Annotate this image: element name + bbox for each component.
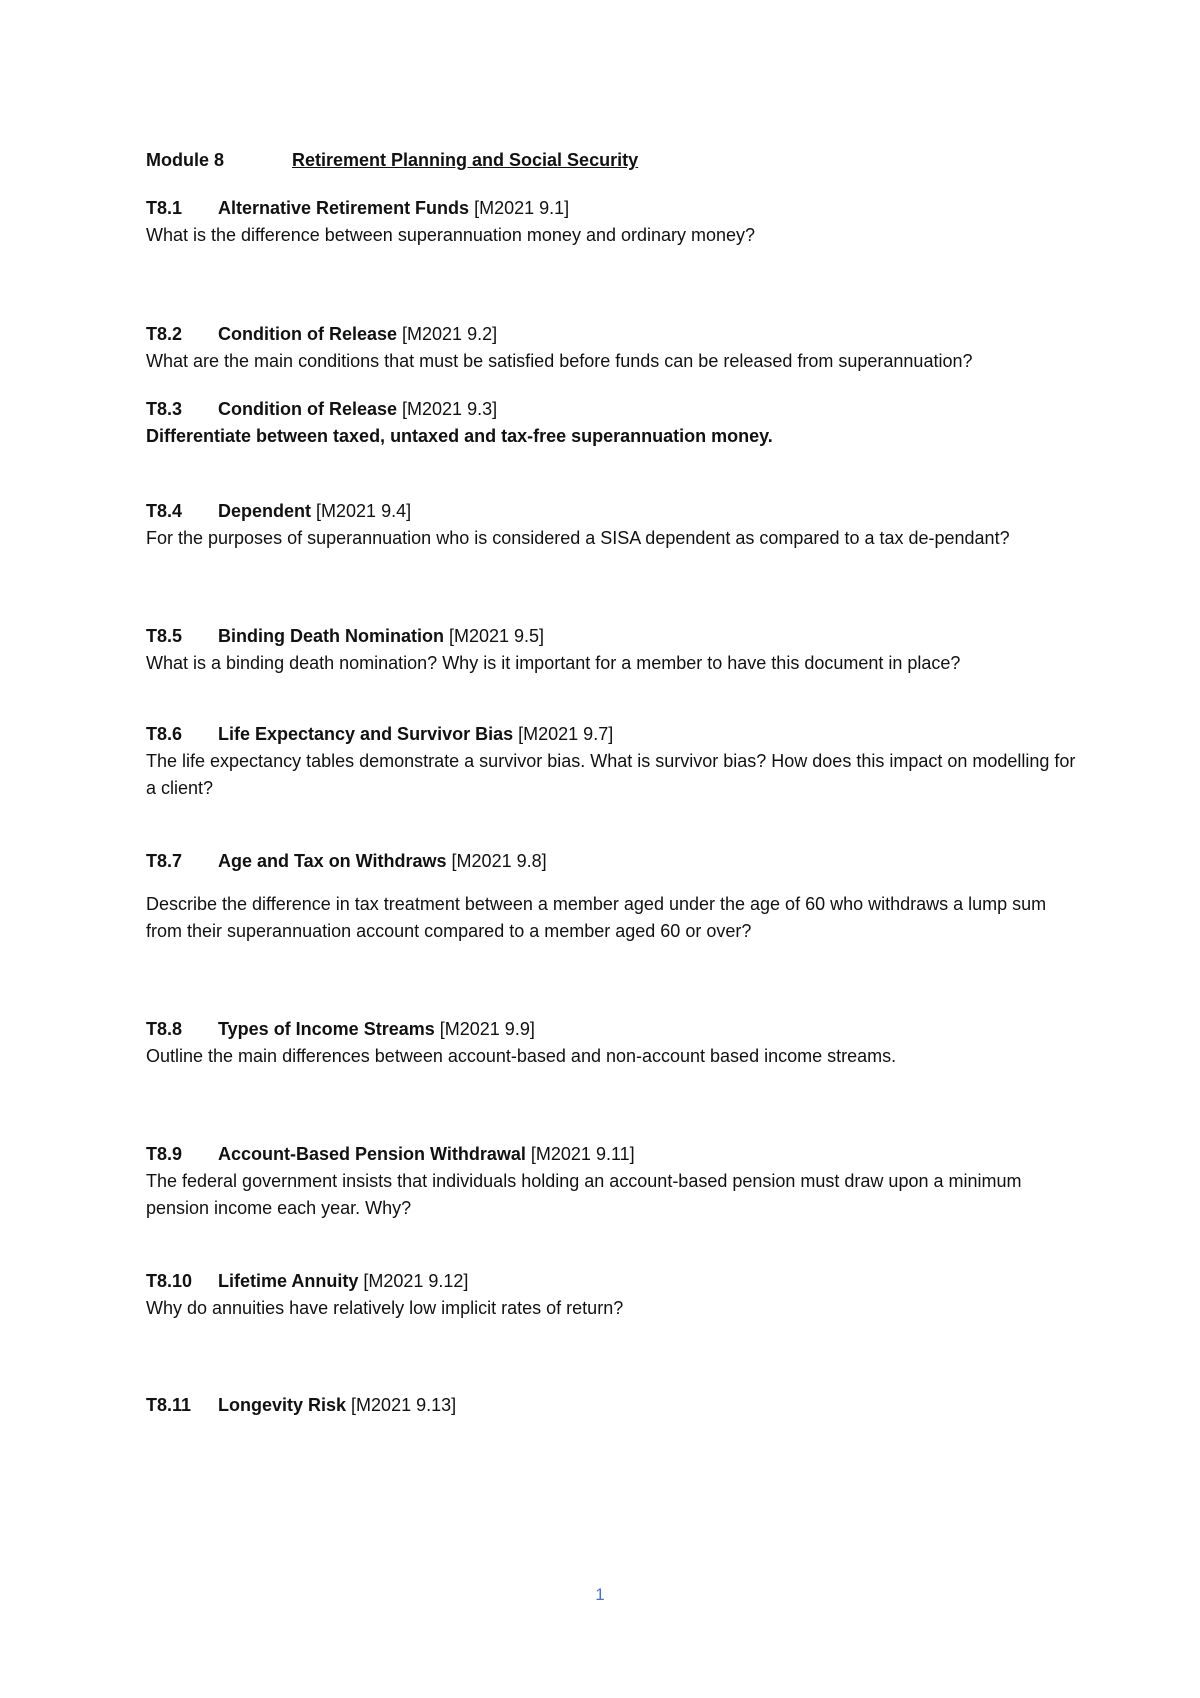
section-question: What is a binding death nomination? Why is it important for a member to have this document in place? [146, 653, 961, 673]
section-question: Differentiate between taxed, untaxed and tax-free superannuation money. [146, 426, 773, 446]
section-code: T8.10 [146, 1271, 193, 1291]
section-code: T8.6 [146, 724, 183, 744]
section-question: Why do annuities have relatively low implicit rates of return? [146, 1298, 624, 1318]
section-t8-1 [146, 194, 1076, 249]
section-reference: [M2021 9.12] [363, 1271, 469, 1291]
section-reference: [M2021 9.5] [449, 626, 545, 646]
section-code: T8.1 [146, 198, 183, 218]
section-code: T8.3 [146, 399, 183, 419]
document-content [146, 146, 1076, 1419]
section-title: Age and Tax on Withdraws [218, 851, 447, 871]
section-reference: [M2021 9.7] [518, 724, 614, 744]
section-t8-6 [146, 720, 1076, 802]
section-code: T8.7 [146, 851, 183, 871]
section-heading [146, 194, 1076, 222]
section-t8-9 [146, 1140, 1076, 1222]
section-reference: [M2021 9.8] [451, 851, 547, 871]
section-question: For the purposes of superannuation who is considered a SISA dependent as compared to a tax de-pendant? [146, 528, 1010, 548]
section-title: Life Expectancy and Survivor Bias [218, 724, 514, 744]
section-heading [146, 320, 1076, 348]
section-title: Alternative Retirement Funds [218, 198, 470, 218]
section-question: The federal government insists that individuals holding an account-based pension must draw upon a minimum pension income each year. Why? [146, 1171, 1022, 1218]
section-title: Types of Income Streams [218, 1019, 435, 1039]
section-reference: [M2021 9.4] [316, 501, 412, 521]
section-heading [146, 622, 1076, 650]
section-heading [146, 720, 1076, 748]
section-heading [146, 497, 1076, 525]
section-reference: [M2021 9.1] [474, 198, 570, 218]
module-heading [146, 146, 1076, 174]
section-heading [146, 1140, 1076, 1168]
section-t8-7 [146, 847, 1076, 945]
section-title: Condition of Release [218, 399, 398, 419]
section-code: T8.2 [146, 324, 183, 344]
section-question: Describe the difference in tax treatment between a member aged under the age of 60 who withdraws a lump sum from their superannuation account compared to a member aged 60 or over? [146, 894, 1047, 941]
section-heading [146, 847, 1076, 875]
section-code: T8.4 [146, 501, 183, 521]
section-title: Longevity Risk [218, 1395, 347, 1415]
section-reference: [M2021 9.13] [351, 1395, 457, 1415]
section-code: T8.5 [146, 626, 183, 646]
section-title: Account-Based Pension Withdrawal [218, 1144, 526, 1164]
section-question: Outline the main differences between account-based and non-account based income streams. [146, 1046, 897, 1066]
section-heading [146, 395, 1076, 423]
section-question: The life expectancy tables demonstrate a survivor bias. What is survivor bias? How does this impact on modelling for a client? [146, 751, 1076, 798]
section-code: T8.8 [146, 1019, 183, 1039]
section-t8-11 [146, 1391, 1076, 1419]
section-reference: [M2021 9.3] [402, 399, 498, 419]
section-title: Lifetime Annuity [218, 1271, 359, 1291]
section-title: Condition of Release [218, 324, 398, 344]
section-title: Dependent [218, 501, 312, 521]
section-heading [146, 1391, 1076, 1419]
section-t8-4 [146, 497, 1076, 552]
section-question: What are the main conditions that must be satisfied before funds can be released from superannuation? [146, 351, 973, 371]
section-heading [146, 1267, 1076, 1295]
section-t8-3 [146, 395, 1076, 450]
section-reference: [M2021 9.11] [530, 1144, 635, 1164]
section-code: T8.11 [146, 1395, 192, 1415]
section-t8-2 [146, 320, 1076, 375]
section-question: What is the difference between superannuation money and ordinary money? [146, 225, 756, 245]
section-code: T8.9 [146, 1144, 183, 1164]
section-t8-10 [146, 1267, 1076, 1322]
section-heading [146, 1015, 1076, 1043]
section-t8-8 [146, 1015, 1076, 1070]
section-t8-5 [146, 622, 1076, 677]
page-number: 1 [595, 1585, 605, 1604]
section-reference: [M2021 9.2] [402, 324, 498, 344]
section-title: Binding Death Nomination [218, 626, 444, 646]
module-number: Module 8 [146, 150, 225, 170]
module-title: Retirement Planning and Social Security [292, 150, 639, 170]
section-reference: [M2021 9.9] [439, 1019, 535, 1039]
